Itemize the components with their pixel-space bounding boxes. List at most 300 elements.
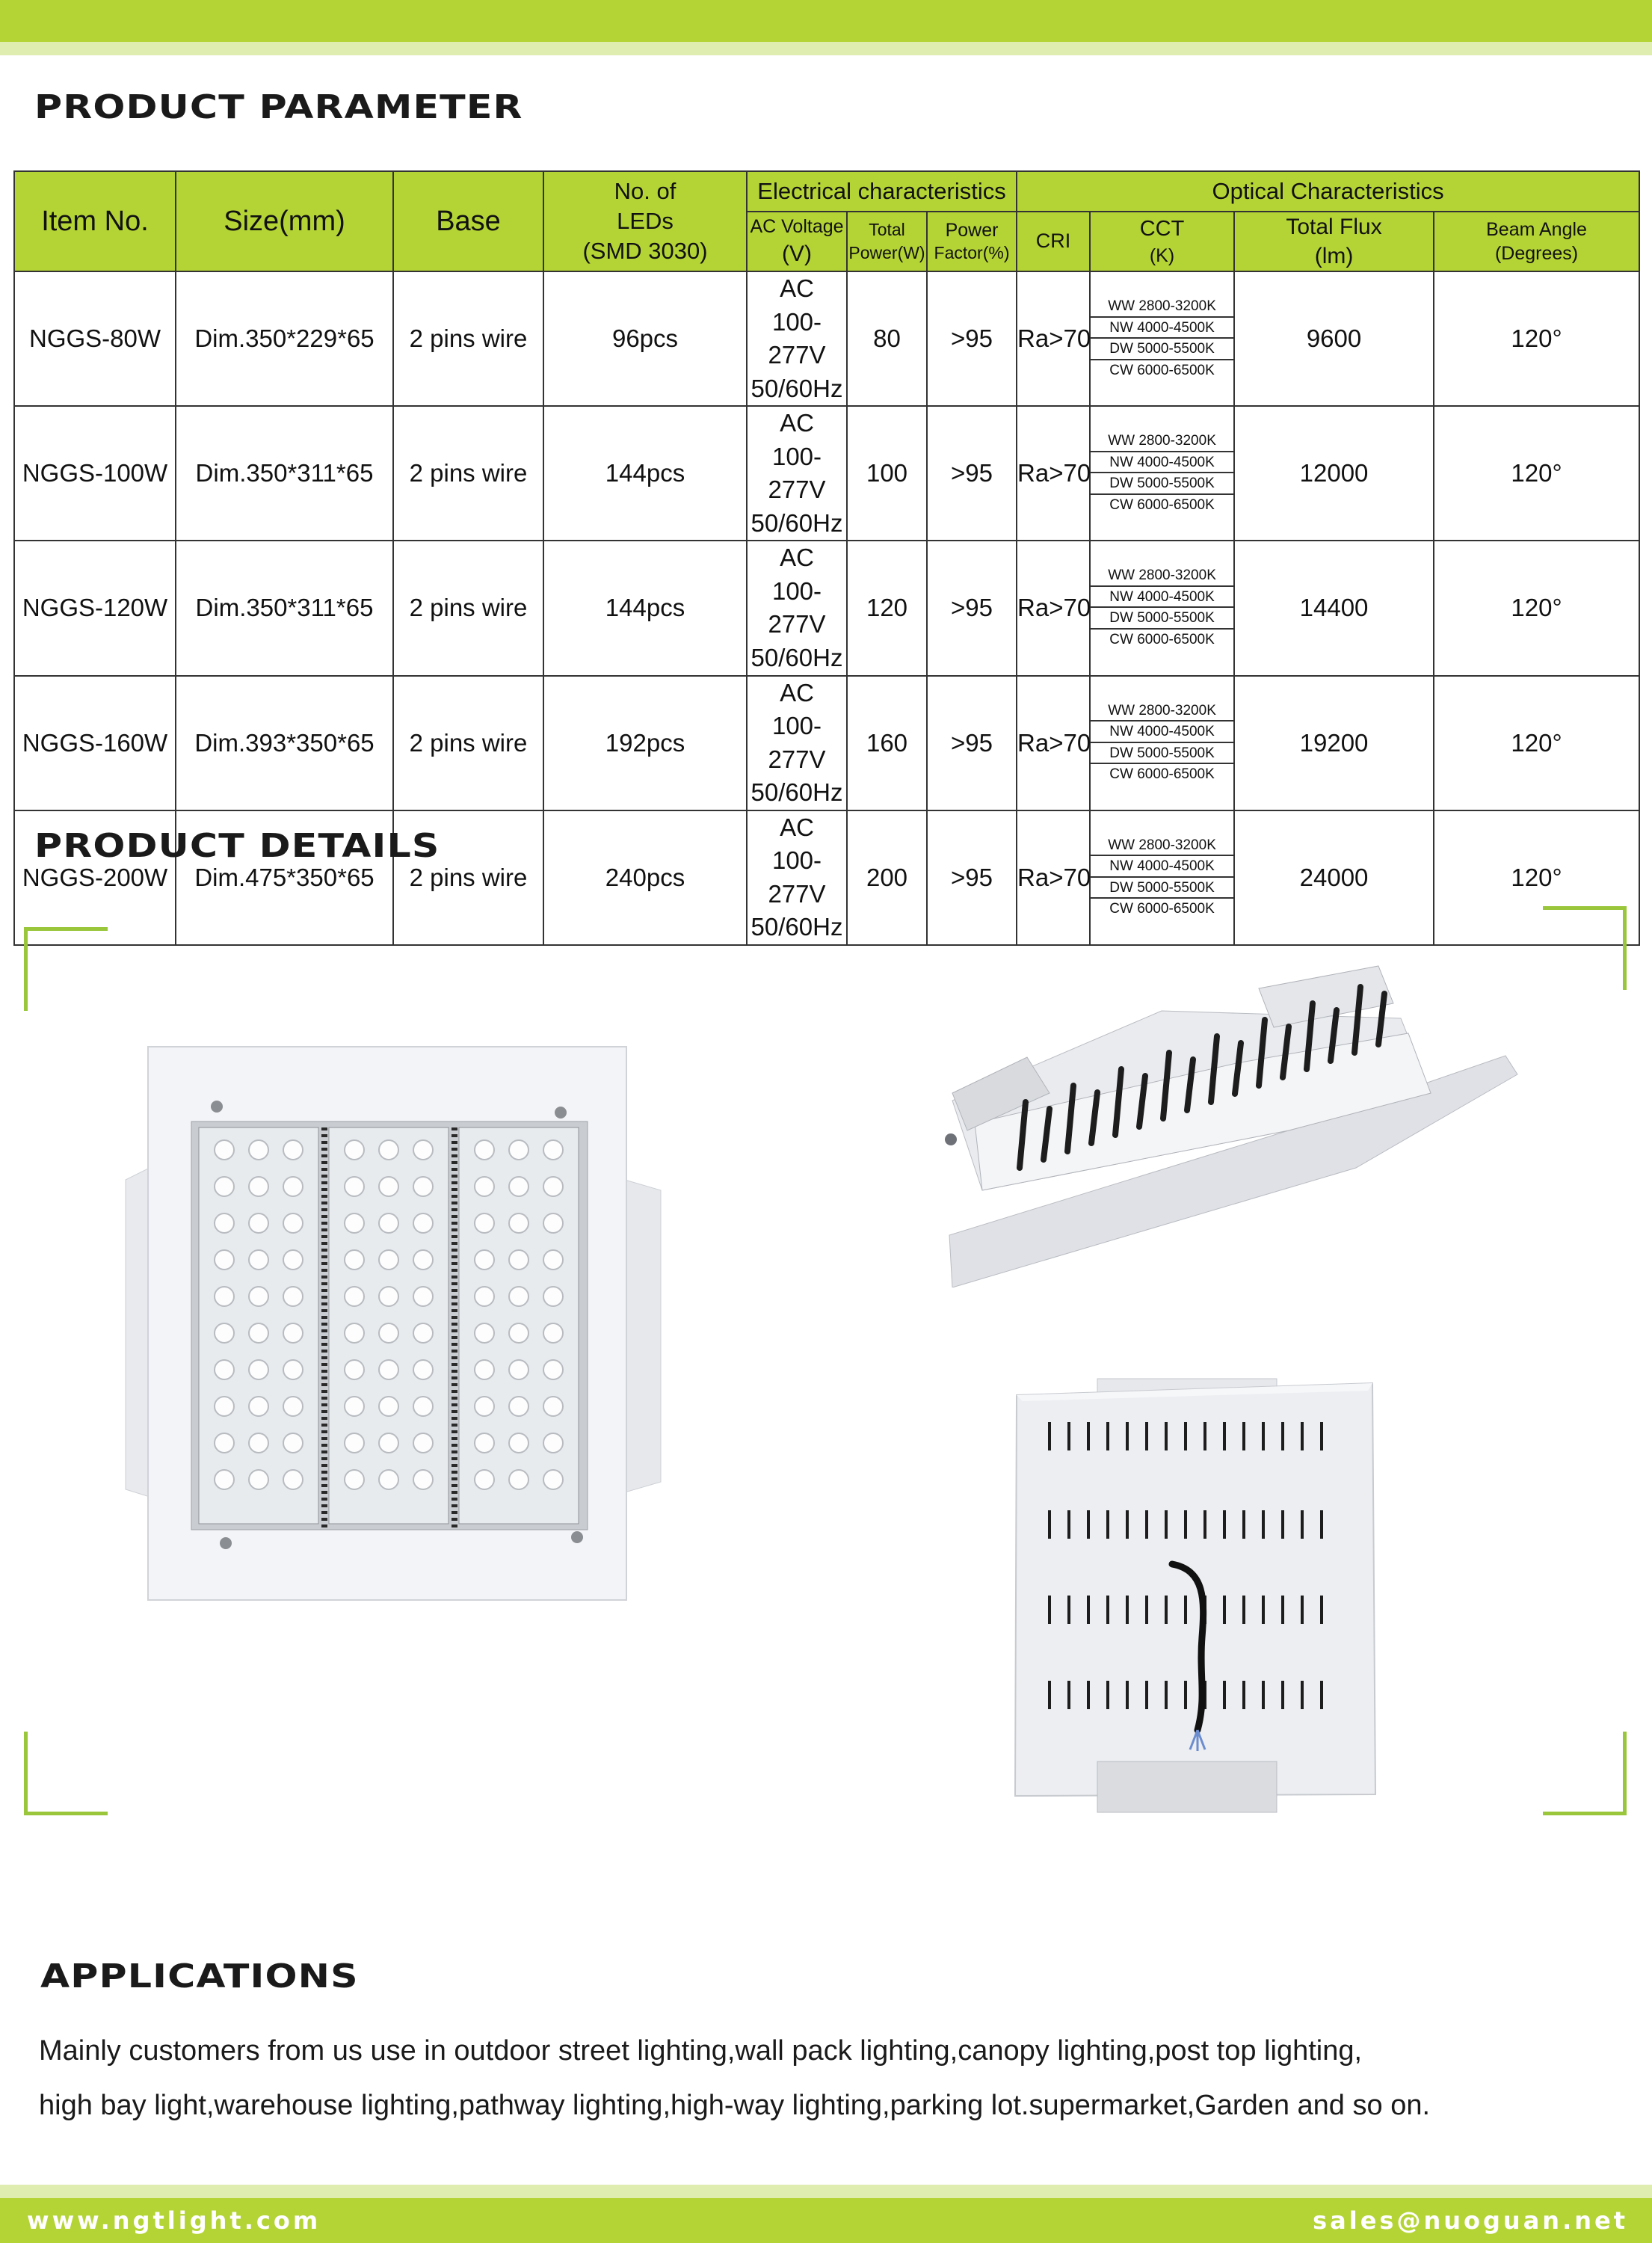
heatsink-fin [321,1356,327,1359]
led-chip [413,1323,433,1343]
cell-cct-option: CW 6000-6500K [1109,362,1215,378]
led-chip [543,1213,563,1233]
header-base: Base [393,171,543,271]
led-chip [379,1470,398,1489]
header-total-flux-line1: Total Flux [1286,215,1382,239]
cell-total-power: 120 [847,541,927,675]
heatsink-fin [321,1518,327,1521]
vent-slot [1067,1510,1070,1539]
header-leds-line2: LEDs [617,208,674,235]
heatsink-fin [451,1188,457,1191]
cell-total-power: 200 [847,810,927,945]
vent-slot [1184,1681,1187,1709]
table-row [14,676,1639,810]
vent-slot [1126,1681,1129,1709]
led-modules [199,1127,579,1527]
led-chip [543,1250,563,1270]
header-size: Size(mm) [176,171,393,271]
cell-cri: Ra>70 [1017,541,1090,675]
heatsink-fin [321,1208,327,1211]
heatsink-fin [321,1289,327,1292]
led-chip [543,1397,563,1416]
applications-text-line1: Mainly customers from us use in outdoor street lighting,wall pack lighting,canopy lighting,post top lighting, [39,2035,1363,2067]
heatsink-fin [321,1242,327,1245]
header-ac-voltage-line2: (V) [782,241,812,266]
vent-slot [1262,1510,1265,1539]
heatsink-fin [321,1350,327,1353]
led-chip [249,1323,268,1343]
led-chip [543,1433,563,1453]
product-details-title: PRODUCT DETAILS [34,827,440,865]
heatsink-fin [321,1168,327,1171]
header-leds [543,171,747,271]
heatsink-fin [451,1410,457,1413]
vent-slot [1048,1422,1051,1450]
heatsink-fin [321,1269,327,1272]
led-chip [413,1250,433,1270]
vent-slot [1067,1681,1070,1709]
led-chip [379,1213,398,1233]
cell-ac-voltage-line3: 50/60Hz [751,913,843,941]
cell-beam-angle: 120° [1434,271,1639,406]
heatsink-fin [321,1484,327,1487]
vent-slot [1126,1596,1129,1624]
led-chip [509,1213,528,1233]
applications-title: APPLICATIONS [40,1957,359,1996]
header-total-flux [1234,212,1434,271]
vent-slot [1281,1510,1284,1539]
led-chip [249,1470,268,1489]
cell-base: 2 pins wire [393,810,543,945]
heatsink-fin [321,1403,327,1406]
led-canopy-light-back-image [1009,1368,1380,1817]
cell-ac-voltage [747,676,847,810]
led-chip [475,1287,494,1306]
heatsink-fin [321,1491,327,1494]
header-total-power [847,212,927,271]
heatsink-fin [451,1215,457,1218]
heatsink-fin [451,1316,457,1319]
heatsink-fin [451,1450,457,1453]
cell-ac-voltage-line1: AC [780,409,814,437]
led-chip [215,1470,234,1489]
heatsink-fin [321,1370,327,1373]
led-chip [215,1433,234,1453]
header-beam-angle-line2: (Degrees) [1494,243,1579,264]
cell-cct [1090,406,1234,541]
vent-slot [1242,1596,1245,1624]
vent-slot [1203,1422,1206,1450]
heatsink-fin [451,1491,457,1494]
vent-slot [1223,1510,1226,1539]
cell-cct-option: DW 5000-5500K [1091,473,1233,495]
footer-email-link[interactable]: sales@nuoguan.net [1313,2206,1628,2235]
heatsink-fin [321,1202,327,1204]
led-canopy-light-front-image [120,1041,673,1606]
heatsink-fin [451,1430,457,1433]
vent-slot [1165,1681,1168,1709]
cell-cct-option: DW 5000-5500K [1091,743,1233,765]
heatsink-fin [451,1161,457,1164]
heatsink-fin [451,1255,457,1258]
led-chip [345,1433,364,1453]
led-chip [215,1177,234,1196]
vent-slot [1262,1596,1265,1624]
vent-slot [1165,1510,1168,1539]
vent-slot [1048,1510,1051,1539]
cell-size: Dim.393*350*65 [176,676,393,810]
heatsink-fin [451,1282,457,1285]
heatsink-fin [321,1262,327,1265]
led-module [199,1127,318,1524]
led-chip [509,1433,528,1453]
vent-slot [1320,1422,1323,1450]
cell-size: Dim.350*229*65 [176,271,393,406]
frame-corner-top-right [1543,906,1627,990]
cell-beam-angle: 120° [1434,406,1639,541]
footer-band-light [0,2185,1652,2198]
cell-cct-option: NW 4000-4500K [1091,452,1233,474]
header-cct [1090,212,1234,271]
led-chip [215,1397,234,1416]
led-chip [475,1177,494,1196]
heatsink-fin [451,1390,457,1393]
vent-slot [1184,1422,1187,1450]
led-chip [345,1397,364,1416]
heatsink-fin [321,1477,327,1480]
cell-cct-option: CW 6000-6500K [1109,631,1215,647]
heatsink-fin [321,1222,327,1225]
led-chip [543,1140,563,1160]
header-cct-line1: CCT [1139,216,1185,241]
cell-cct-option: DW 5000-5500K [1091,608,1233,630]
vent-slot [1301,1596,1304,1624]
led-chip [509,1287,528,1306]
header-beam-angle-line1: Beam Angle [1486,218,1587,240]
heatsink-fin [451,1222,457,1225]
heatsink-fin [451,1208,457,1211]
vent-slot [1067,1596,1070,1624]
cell-cct-option: WW 2800-3200K [1091,701,1233,722]
cell-item-no: NGGS-100W [14,406,176,541]
cell-ac-voltage-line2: 100-277V [768,846,826,908]
cell-item-no: NGGS-80W [14,271,176,406]
heatsink-fin [451,1262,457,1265]
led-chip [379,1397,398,1416]
cell-power-factor: >95 [927,676,1017,810]
vent-slot [1223,1422,1226,1450]
led-chip [249,1250,268,1270]
led-chip [413,1360,433,1379]
vent-slot [1087,1596,1090,1624]
heatsink-fin [451,1302,457,1305]
led-chip [215,1287,234,1306]
heatsink-fin [451,1168,457,1171]
header-electrical: Electrical characteristics [747,171,1017,212]
header-leds-line3: (SMD 3030) [582,237,708,264]
heatsink-fin [321,1343,327,1346]
vent-slot [1242,1422,1245,1450]
cell-cct-option: NW 4000-4500K [1091,856,1233,878]
cell-beam-angle: 120° [1434,541,1639,675]
led-chip [283,1213,303,1233]
heatsink-fin [321,1302,327,1305]
heatsink-fin [321,1255,327,1258]
cell-beam-angle: 120° [1434,810,1639,945]
led-chip [413,1140,433,1160]
heatsink-fin [451,1477,457,1480]
led-chip [283,1250,303,1270]
led-chip [249,1433,268,1453]
heatsink-fin [451,1417,457,1420]
vent-slot [1242,1510,1245,1539]
led-chip [345,1213,364,1233]
cell-base: 2 pins wire [393,406,543,541]
header-band [0,0,1652,42]
vent-slot [1223,1596,1226,1624]
vent-slot [1145,1510,1148,1539]
led-chip [543,1360,563,1379]
cell-ac-voltage-line1: AC [780,274,814,302]
cell-cri: Ra>70 [1017,406,1090,541]
vent-slot [1281,1681,1284,1709]
heatsink-fin [321,1215,327,1218]
vent-slot [1184,1510,1187,1539]
heatsink-fin [451,1249,457,1252]
heatsink-fin [451,1175,457,1178]
led-chip [413,1287,433,1306]
header-power-factor-line1: Power [945,219,999,241]
cell-ac-voltage-line2: 100-277V [768,576,826,639]
cell-power-factor: >95 [927,810,1017,945]
table-row [14,406,1639,541]
header-leds-line1: No. of [614,178,676,205]
heatsink-fin [321,1134,327,1137]
heatsink-fin [321,1336,327,1339]
vent-slot [1048,1681,1051,1709]
heatsink-fin [321,1181,327,1184]
led-chip [509,1177,528,1196]
heatsink-fin [321,1464,327,1467]
frame-corner-top-left [24,927,108,1011]
cell-ac-voltage-line1: AC [780,813,814,841]
heatsink-fin [321,1504,327,1507]
vent-slot [1106,1510,1109,1539]
vent-slot [1262,1681,1265,1709]
heatsink-fin [451,1296,457,1299]
heatsink-fin [451,1289,457,1292]
vent-slot [1145,1596,1148,1624]
led-chip [345,1140,364,1160]
heatsink-fin [451,1343,457,1346]
cell-ac-voltage-line3: 50/60Hz [751,644,843,672]
heatsink-fin [451,1484,457,1487]
cell-cct-option: CW 6000-6500K [1109,496,1215,513]
led-chip [509,1397,528,1416]
heatsink-fin [321,1323,327,1326]
heatsink-fin [451,1154,457,1157]
heatsink-fin [451,1464,457,1467]
heatsink-fin [451,1356,457,1359]
led-module [459,1127,579,1524]
heatsink-fin [451,1329,457,1332]
cell-total-flux: 24000 [1234,810,1434,945]
heatsink-fin [321,1417,327,1420]
led-chip [413,1470,433,1489]
vent-slot [1320,1681,1323,1709]
cell-ac-voltage-line1: AC [780,678,814,707]
vent-slot [1301,1681,1304,1709]
applications-text-line2: high bay light,warehouse lighting,pathway lighting,high-way lighting,parking lot.supermarket,Garden and so on. [39,2090,1431,2121]
heatsink-fin [451,1309,457,1312]
led-chip [249,1287,268,1306]
header-cct-line2: (K) [1149,244,1175,266]
led-chip [413,1397,433,1416]
vent-slot [1106,1596,1109,1624]
cell-cct-option: NW 4000-4500K [1091,587,1233,609]
heatsink-fin [451,1524,457,1527]
cell-power-factor: >95 [927,541,1017,675]
heatsink-fin [321,1511,327,1514]
led-chip [379,1433,398,1453]
heatsink-fin [451,1276,457,1279]
header-total-flux-line2: (lm) [1314,244,1354,268]
cell-ac-voltage-line2: 100-277V [768,712,826,773]
heatsink-fin [321,1228,327,1231]
led-chip [509,1250,528,1270]
vent-slot [1067,1422,1070,1450]
led-chip [249,1213,268,1233]
led-chip [475,1250,494,1270]
cell-cct-option: NW 4000-4500K [1091,318,1233,339]
led-chip [283,1323,303,1343]
led-chip [345,1177,364,1196]
led-chip [475,1470,494,1489]
heatsink-fin [321,1430,327,1433]
heatsink-fin [321,1437,327,1440]
heatsink-fin [321,1444,327,1447]
cell-cct [1090,676,1234,810]
heatsink-fin [321,1498,327,1501]
vent-slot [1242,1681,1245,1709]
heatsink-fin [321,1390,327,1393]
heatsink-fin [451,1444,457,1447]
header-ac-voltage [747,212,847,271]
header-total-power-line1: Total [869,219,905,239]
led-chip [283,1287,303,1306]
heatsink-fin [451,1350,457,1353]
cell-total-power: 80 [847,271,927,406]
vent-slot [1320,1596,1323,1624]
heatsink-fin [451,1504,457,1507]
cell-ac-voltage-line2: 100-277V [768,442,826,504]
heatsink-fin [451,1235,457,1238]
cell-ac-voltage [747,810,847,945]
heatsink-fin [321,1471,327,1474]
cell-item-no: NGGS-200W [14,810,176,945]
cell-ac-voltage-line3: 50/60Hz [751,778,843,807]
led-chip [543,1470,563,1489]
led-chip [509,1470,528,1489]
vent-slot [1048,1596,1051,1624]
led-chip [249,1360,268,1379]
heatsink-fin [321,1450,327,1453]
cell-cct-option: CW 6000-6500K [1109,901,1215,917]
cell-ac-voltage [747,406,847,541]
header-ac-voltage-line1: AC Voltage [750,216,844,238]
product-parameter-title: PRODUCT PARAMETER [34,88,523,126]
led-chip [215,1140,234,1160]
heatsink-fin [451,1383,457,1386]
heatsink-fin [451,1370,457,1373]
heatsink-fin [321,1141,327,1144]
led-chip [345,1287,364,1306]
cell-ac-voltage [747,271,847,406]
cell-power-factor: >95 [927,406,1017,541]
cell-cct-option: WW 2800-3200K [1091,431,1233,452]
led-chip [475,1140,494,1160]
cell-leds: 144pcs [543,406,747,541]
cell-total-power: 100 [847,406,927,541]
header-power-factor-line2: Factor(%) [934,243,1010,263]
heatsink-fin [451,1518,457,1521]
heatsink-fin [451,1511,457,1514]
led-chip [249,1177,268,1196]
cell-total-flux: 9600 [1234,271,1434,406]
cell-cct-option: WW 2800-3200K [1091,565,1233,587]
cell-ac-voltage-line1: AC [780,544,814,572]
heatsink-fin [451,1269,457,1272]
cell-cct [1090,541,1234,675]
cell-ac-voltage-line3: 50/60Hz [751,508,843,537]
led-chip [215,1323,234,1343]
led-canopy-light-side-image [937,944,1520,1287]
heatsink-fin [321,1175,327,1178]
heatsink-fin [451,1127,457,1130]
led-chip [345,1470,364,1489]
heatsink-fin [321,1424,327,1427]
led-chip [283,1397,303,1416]
led-chip [475,1360,494,1379]
cell-ac-voltage-line2: 100-277V [768,307,826,369]
led-chip [379,1360,398,1379]
led-chip [249,1140,268,1160]
led-chip [543,1177,563,1196]
footer-website-link[interactable]: www.ngtlight.com [27,2206,321,2235]
heatsink-fin [451,1323,457,1326]
header-total-power-line2: Power(W) [848,243,925,262]
vent-slot [1087,1422,1090,1450]
vent-slot [1165,1596,1168,1624]
led-chip [509,1323,528,1343]
led-chip [345,1360,364,1379]
led-chip [475,1433,494,1453]
heatsink-fin [451,1195,457,1198]
heatsink-fin [321,1457,327,1460]
led-chip [543,1287,563,1306]
cell-cct-option: NW 4000-4500K [1091,721,1233,743]
frame-corner-bottom-right [1543,1732,1627,1815]
vent-slot [1203,1510,1206,1539]
led-chip [475,1213,494,1233]
header-power-factor [927,212,1017,271]
heatsink-fin [321,1127,327,1130]
led-chip [215,1250,234,1270]
vent-slot [1126,1422,1129,1450]
heatsink-fin [451,1336,457,1339]
header-item-no: Item No. [14,171,176,271]
led-chip [475,1397,494,1416]
